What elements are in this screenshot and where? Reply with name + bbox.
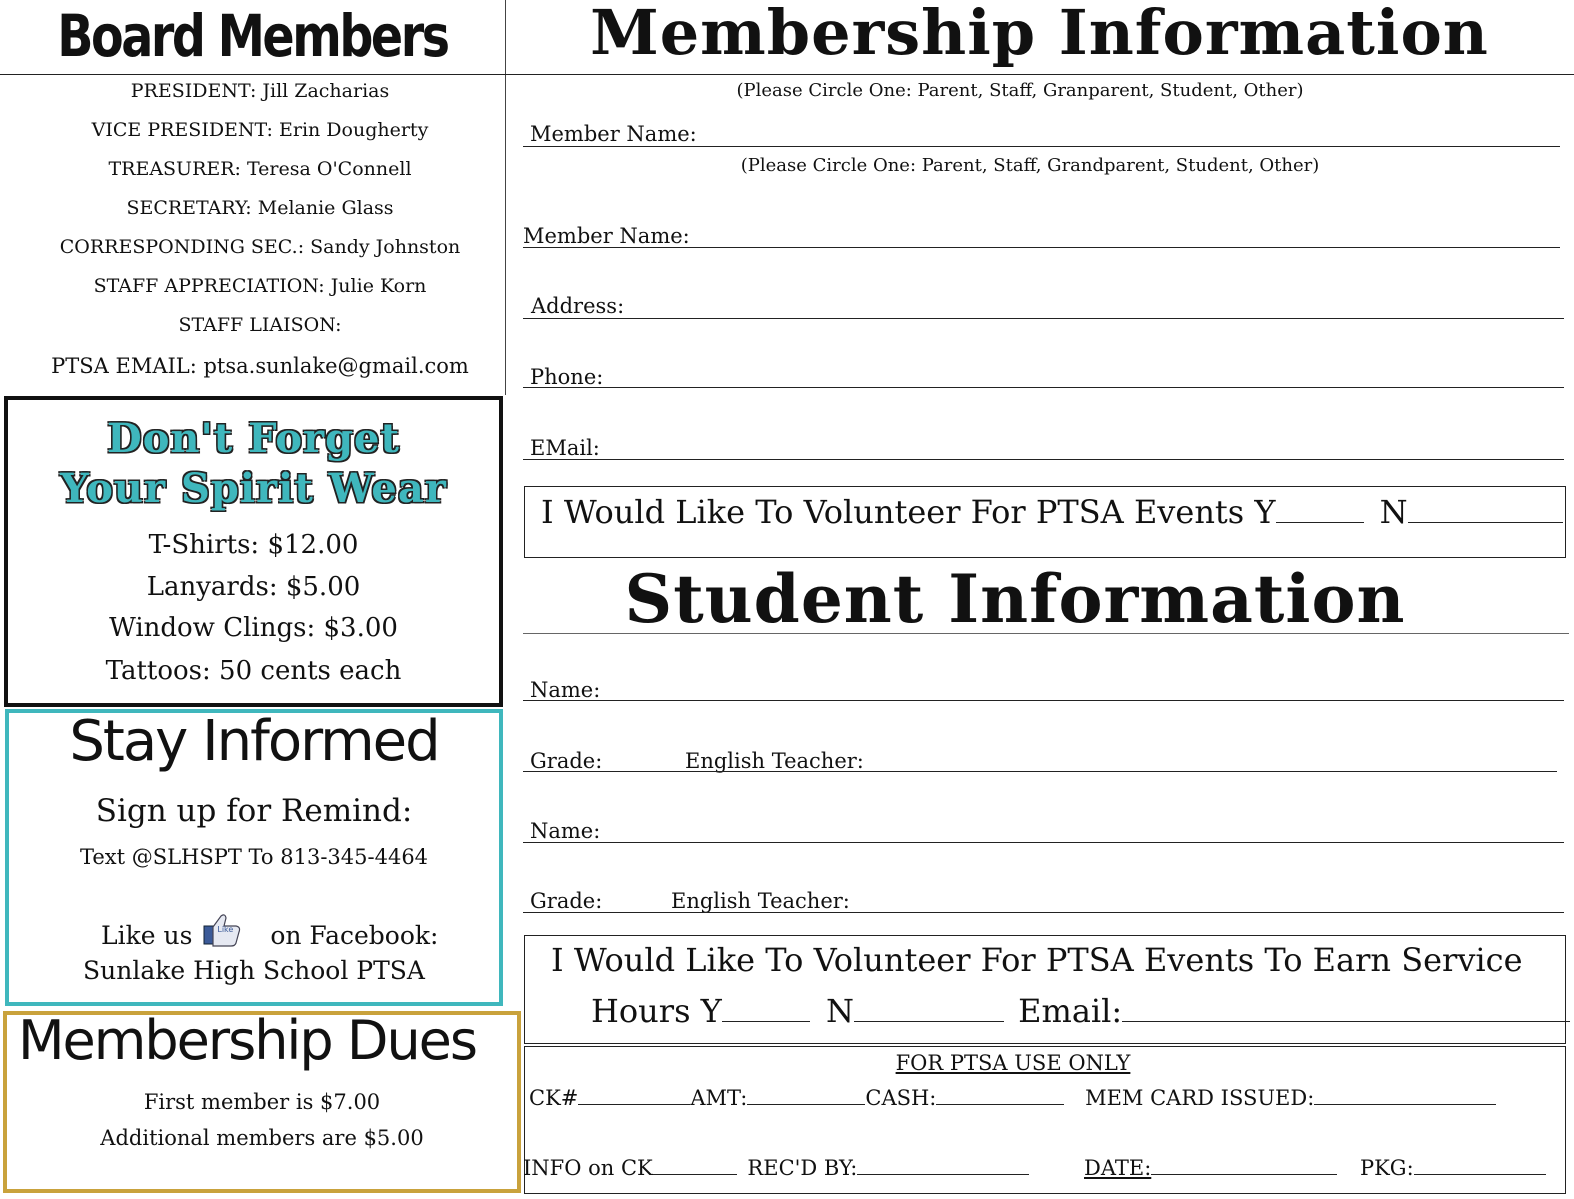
like-us-text: Like us [101,921,193,950]
student-grade-label-1: Grade: [530,749,603,773]
remind-text: Text @SLHSPT To 813-345-4464 [79,845,429,869]
price-window-clings: Window Clings: $3.00 [109,613,398,643]
mem-card-label: MEM CARD ISSUED: [1085,1086,1315,1110]
member-name-line-1[interactable] [523,146,1560,147]
header-divider [0,74,1574,75]
pkg-label: PKG: [1359,1156,1414,1180]
board-member-staff-liaison: STAFF LIAISON: [178,314,342,336]
board-member-corresponding-sec: CORRESPONDING SEC.: Sandy Johnston [59,236,461,258]
board-member-staff-appreciation: STAFF APPRECIATION: Julie Korn [93,275,427,297]
student-title-underline [523,633,1569,634]
student-teacher-label-2: English Teacher: [671,889,850,913]
member-name-label-1: Member Name: [530,122,697,146]
price-lanyards: Lanyards: $5.00 [146,572,361,602]
stay-informed-title: Stay Informed [69,709,439,774]
volunteer-email-blank[interactable] [1122,1020,1570,1022]
date-label: DATE: [1084,1156,1152,1180]
spirit-title-line2: Your Spirit Wear [60,465,447,512]
remind-subtitle: Sign up for Remind: [95,793,413,829]
facebook-page-name: Sunlake High School PTSA [83,956,425,985]
spirit-wear-box [4,396,503,707]
email-label: EMail: [530,436,600,460]
cash-label: CASH: [865,1086,937,1110]
student-name-label-2: Name: [530,819,601,843]
volunteer-yes-blank[interactable] [1276,521,1364,523]
like-icon-label: Like [217,925,234,934]
cash-blank[interactable] [936,1103,1064,1105]
volunteer-email-label: Email: [1018,992,1123,1030]
volunteer-no-label: N [1379,493,1408,531]
student-name-line-2[interactable] [523,842,1564,843]
date-blank[interactable] [1151,1173,1337,1175]
student-grade-line-2[interactable] [523,912,1564,913]
board-member-vice-president: VICE PRESIDENT: Erin Dougherty [91,119,429,141]
email-line[interactable] [523,459,1564,460]
info-on-ck-label: INFO on CK [523,1156,653,1180]
address-line[interactable] [523,318,1564,319]
membership-information-title: Membership Information [590,0,1489,69]
volunteer-student-line1: I Would Like To Volunteer For PTSA Events To Earn Service [551,941,1523,979]
member-name-line-2[interactable] [523,247,1560,248]
ptsa-use-only-box [524,1046,1566,1194]
circle-one-instruction-1: (Please Circle One: Parent, Staff, Granparent, Student, Other) [736,80,1304,101]
board-members-title: Board Members [57,2,448,70]
student-grade-label-2: Grade: [530,889,603,913]
phone-label: Phone: [530,365,604,389]
student-information-title: Student Information [624,560,1406,638]
stay-informed-box [5,709,503,1006]
recd-by-blank[interactable] [857,1173,1029,1175]
membership-dues-title: Membership Dues [17,1009,477,1072]
amount-blank[interactable] [747,1103,865,1105]
student-name-label-1: Name: [530,678,601,702]
volunteer-hours-no-label: N [825,992,854,1030]
spirit-wear-title [8,414,499,514]
board-member-secretary: SECRETARY: Melanie Glass [126,197,394,219]
board-member-treasurer: TREASURER: Teresa O'Connell [108,158,412,180]
volunteer-hours-yes-blank[interactable] [722,1020,810,1022]
mem-card-blank[interactable] [1314,1103,1496,1105]
student-grade-line-1[interactable] [523,771,1557,772]
recd-by-label: REC'D BY: [747,1156,858,1180]
membership-dues-box [3,1011,521,1193]
volunteer-hours-no-blank[interactable] [854,1020,1004,1022]
volunteer-student-line2 [591,992,1570,1030]
volunteer-box-student [524,935,1566,1044]
student-teacher-label-1: English Teacher: [685,749,864,773]
board-member-president: PRESIDENT: Jill Zacharias [130,80,390,102]
pkg-blank[interactable] [1414,1173,1546,1175]
ptsa-use-only-title: FOR PTSA USE ONLY [895,1051,1131,1075]
price-tattoos: Tattoos: 50 cents each [105,656,402,686]
ck-number-label: CK# [529,1086,579,1110]
member-name-label-2: Member Name: [523,224,690,248]
price-tshirts: T-Shirts: $12.00 [148,530,359,560]
facebook-like-line [101,912,501,950]
amount-label: AMT: [690,1086,748,1110]
ptsa-email: PTSA EMAIL: ptsa.sunlake@gmail.com [51,354,469,378]
office-row-2 [523,1156,1546,1180]
dues-first-member: First member is $7.00 [143,1090,381,1114]
volunteer-member-text: I Would Like To Volunteer For PTSA Events Y [541,493,1276,531]
phone-line[interactable] [523,387,1564,388]
facebook-like-icon[interactable] [200,912,244,946]
office-row-1 [529,1086,1496,1110]
volunteer-hours-text: Hours Y [591,992,722,1030]
volunteer-box-member [524,486,1566,558]
circle-one-instruction-2: (Please Circle One: Parent, Staff, Grandparent, Student, Other) [740,155,1320,176]
ck-number-blank[interactable] [578,1103,690,1105]
address-label: Address: [531,294,625,318]
on-facebook-text: on Facebook: [270,921,439,950]
volunteer-member-line [541,493,1563,531]
info-on-ck-blank[interactable] [653,1173,737,1175]
volunteer-no-blank[interactable] [1408,521,1563,523]
dues-additional-members: Additional members are $5.00 [100,1126,424,1150]
student-name-line-1[interactable] [523,700,1564,701]
spirit-title-line1: Don't Forget [107,415,400,462]
